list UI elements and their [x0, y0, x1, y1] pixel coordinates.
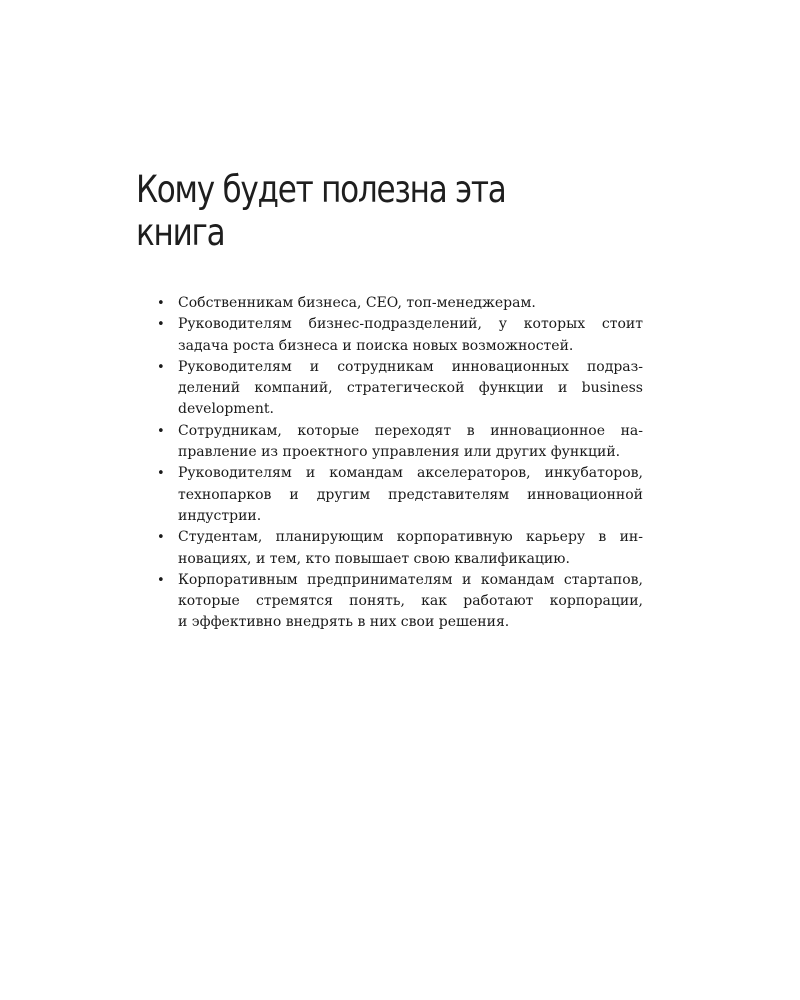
list-item [155, 293, 643, 314]
list-item-text-line: задача роста бизнеса и поиска новых возможностей. [178, 337, 574, 354]
bullet-icon: • [157, 530, 165, 546]
list-item [155, 570, 643, 634]
list-item [155, 527, 643, 570]
list-item-text-line: делений компаний, стратегической функции и business [178, 380, 643, 397]
list-item-text-line: индустрии. [178, 507, 262, 524]
list-item-text-line: которые стремятся понять, как работают корпорации, [178, 593, 643, 610]
page-title [136, 168, 539, 254]
list-item-text-line: технопарков и другим представителям инновационной [178, 486, 643, 503]
bullet-icon: • [157, 466, 165, 482]
bullet-icon: • [157, 423, 165, 439]
list-item-text-line: Руководителям и сотрудникам инновационных подраз- [178, 358, 643, 375]
bullet-icon: • [157, 317, 165, 333]
page-title-line-1: Кому будет полезна эта [136, 168, 506, 211]
bullet-icon: • [157, 359, 165, 375]
bullet-icon: • [157, 296, 165, 311]
list-item-text-line: правление из проектного управления или других функций. [178, 444, 621, 461]
list-item-text-line: Руководителям и командам акселераторов, инкубаторов, [178, 465, 643, 482]
list-item-text-line: Корпоративным предпринимателям и командам стартапов, [178, 571, 643, 588]
list-item-text-line: development. [178, 401, 274, 418]
list-item-text-line: Руководителям бизнес-подразделений, у которых стоит [178, 316, 643, 333]
page-title-line-2: книга [136, 211, 225, 254]
list-item-text-line: Студентам, планирующим корпоративную карьеру в ин- [178, 529, 643, 546]
list-item-text-line: и эффективно внедрять в них свои решения. [178, 614, 510, 631]
list-item-text-line: новациях, и тем, кто повышает свою квалификацию. [178, 550, 570, 567]
list-item [155, 357, 643, 421]
list-item [155, 421, 643, 464]
list-item [155, 463, 643, 527]
list-item-text-line: Сотрудникам, которые переходят в инновационное на- [178, 422, 643, 439]
list-item-text-line: Собственникам бизнеса, CEO, топ-менеджерам. [178, 295, 536, 311]
audience-list [155, 293, 643, 634]
bullet-icon: • [157, 572, 165, 588]
list-item [155, 314, 643, 357]
